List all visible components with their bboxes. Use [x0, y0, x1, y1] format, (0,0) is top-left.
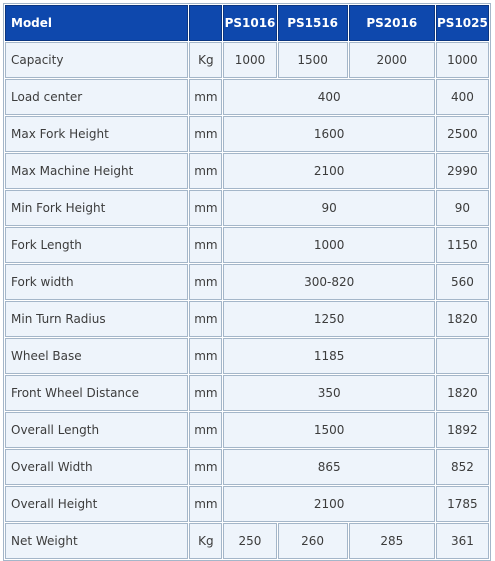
- value-cell: 90: [436, 190, 489, 226]
- value-cell: [436, 338, 489, 374]
- shared-value-cell: 90: [223, 190, 434, 226]
- table-row: [5, 523, 489, 559]
- model-header-ps1025: PS1025: [436, 5, 489, 41]
- table-row: [5, 486, 489, 522]
- value-cell: 361: [436, 523, 489, 559]
- row-label: Max Machine Height: [5, 153, 188, 189]
- shared-value-cell: 865: [223, 449, 434, 485]
- table-row: [5, 449, 489, 485]
- value-cell: 1785: [436, 486, 489, 522]
- row-label: Min Turn Radius: [5, 301, 188, 337]
- value-cell: 2500: [436, 116, 489, 152]
- table-row: [5, 153, 489, 189]
- row-label: Max Fork Height: [5, 116, 188, 152]
- value-cell: 1500: [278, 42, 348, 78]
- table-row: [5, 264, 489, 300]
- value-cell: 2000: [349, 42, 435, 78]
- shared-value-cell: 1000: [223, 227, 434, 263]
- value-cell: 1150: [436, 227, 489, 263]
- row-unit: mm: [189, 412, 222, 448]
- value-cell: 1000: [436, 42, 489, 78]
- row-label: Load center: [5, 79, 188, 115]
- row-unit: mm: [189, 338, 222, 374]
- table-row: [5, 338, 489, 374]
- row-unit: mm: [189, 375, 222, 411]
- row-label: Overall Length: [5, 412, 188, 448]
- header-row: [5, 5, 489, 41]
- row-label: Fork width: [5, 264, 188, 300]
- model-header: Model: [5, 5, 188, 41]
- model-header-ps1016: PS1016: [223, 5, 276, 41]
- row-label: Overall Width: [5, 449, 188, 485]
- row-label: Min Fork Height: [5, 190, 188, 226]
- model-header-ps1516: PS1516: [278, 5, 348, 41]
- row-unit: mm: [189, 190, 222, 226]
- table-row: [5, 227, 489, 263]
- shared-value-cell: 300-820: [223, 264, 434, 300]
- table-row: [5, 301, 489, 337]
- value-cell: 560: [436, 264, 489, 300]
- row-unit: mm: [189, 486, 222, 522]
- row-label: Front Wheel Distance: [5, 375, 188, 411]
- shared-value-cell: 2100: [223, 486, 434, 522]
- value-cell: 1820: [436, 375, 489, 411]
- table-row: [5, 412, 489, 448]
- table-row: [5, 116, 489, 152]
- row-label: Capacity: [5, 42, 188, 78]
- row-label: Wheel Base: [5, 338, 188, 374]
- row-label: Fork Length: [5, 227, 188, 263]
- shared-value-cell: 400: [223, 79, 434, 115]
- row-label: Net Weight: [5, 523, 188, 559]
- row-unit: mm: [189, 79, 222, 115]
- shared-value-cell: 1185: [223, 338, 434, 374]
- row-unit: mm: [189, 227, 222, 263]
- spec-table: [3, 3, 491, 561]
- table-row: [5, 79, 489, 115]
- table-row: [5, 42, 489, 78]
- row-unit: mm: [189, 116, 222, 152]
- value-cell: 260: [278, 523, 348, 559]
- shared-value-cell: 350: [223, 375, 434, 411]
- table-row: [5, 375, 489, 411]
- model-header-ps2016: PS2016: [349, 5, 435, 41]
- shared-value-cell: 2100: [223, 153, 434, 189]
- row-unit: Kg: [189, 42, 222, 78]
- value-cell: 400: [436, 79, 489, 115]
- unit-header: [189, 5, 222, 41]
- row-unit: mm: [189, 449, 222, 485]
- value-cell: 1892: [436, 412, 489, 448]
- shared-value-cell: 1500: [223, 412, 434, 448]
- row-unit: Kg: [189, 523, 222, 559]
- shared-value-cell: 1600: [223, 116, 434, 152]
- value-cell: 1000: [223, 42, 276, 78]
- row-unit: mm: [189, 301, 222, 337]
- table-row: [5, 190, 489, 226]
- value-cell: 1820: [436, 301, 489, 337]
- shared-value-cell: 1250: [223, 301, 434, 337]
- value-cell: 285: [349, 523, 435, 559]
- row-unit: mm: [189, 264, 222, 300]
- row-unit: mm: [189, 153, 222, 189]
- value-cell: 2990: [436, 153, 489, 189]
- value-cell: 250: [223, 523, 276, 559]
- row-label: Overall Height: [5, 486, 188, 522]
- value-cell: 852: [436, 449, 489, 485]
